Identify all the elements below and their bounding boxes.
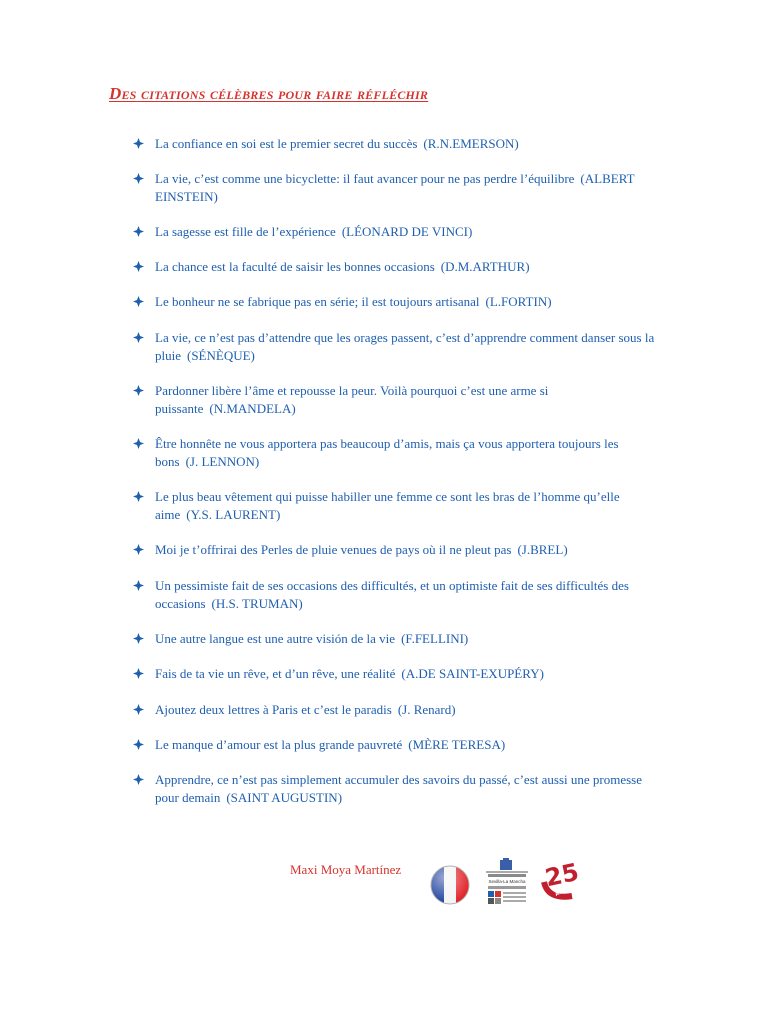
diamond-bullet-icon	[133, 385, 144, 396]
quote-item	[155, 771, 660, 807]
diamond-bullet-icon	[133, 438, 144, 449]
diamond-bullet-icon	[133, 173, 144, 184]
quote-item	[155, 223, 660, 241]
quote-text: Moi je t’offrirai des Perles de pluie venues de pays où il ne pleut pas	[155, 542, 512, 557]
quote-text: Ajoutez deux lettres à Paris et c’est le paradis	[155, 702, 392, 717]
quote-item	[155, 630, 660, 648]
diamond-bullet-icon	[133, 739, 144, 750]
diamond-bullet-icon	[133, 138, 144, 149]
quote-text: Le bonheur ne se fabrique pas en série; il est toujours artisanal	[155, 294, 480, 309]
quote-text: Être honnête ne vous apportera pas beaucoup d’amis, mais ça vous apportera toujours les bons	[155, 436, 619, 469]
author-signature: Maxi Moya Martínez	[290, 862, 402, 877]
quote-item	[155, 293, 660, 311]
quote-author: (J. LENNON)	[185, 454, 260, 469]
quote-author: (J. Renard)	[397, 702, 456, 717]
quote-text: Fais de ta vie un rêve, et d’un rêve, une réalité	[155, 666, 396, 681]
quote-item	[155, 258, 660, 276]
quote-text: La chance est la faculté de saisir les bonnes occasions	[155, 259, 435, 274]
quote-text: Le plus beau vêtement qui puisse habiller une femme ce sont les bras de l’homme qu’elle aime	[155, 489, 620, 522]
diamond-bullet-icon	[133, 296, 144, 307]
school-logo	[482, 858, 532, 913]
diamond-bullet-icon	[133, 668, 144, 679]
quote-author: (D.M.ARTHUR)	[440, 259, 530, 274]
quote-author: (SAINT AUGUSTIN)	[226, 790, 343, 805]
anniversary-logo	[538, 856, 586, 909]
quote-author: (J.BREL)	[517, 542, 568, 557]
quote-author: (SÉNÈQUE)	[187, 348, 255, 363]
page-title: Des citations célèbres pour faire réfléchir	[109, 84, 429, 103]
diamond-bullet-icon	[133, 332, 144, 343]
anniversary-number: 25	[542, 857, 582, 893]
quote-text: La confiance en soi est le premier secret du succès	[155, 136, 418, 151]
quote-text: Apprendre, ce n’est pas simplement accumuler des savoirs du passé, c’est aussi une promesse pour demain	[155, 772, 642, 805]
quote-text: Le manque d’amour est la plus grande pauvreté	[155, 737, 403, 752]
quote-author: (H.S. TRUMAN)	[211, 596, 303, 611]
quote-text: La vie, c’est comme une bicyclette: il faut avancer pour ne pas perdre l’équilibre	[155, 171, 575, 186]
diamond-bullet-icon	[133, 580, 144, 591]
quote-text: Pardonner libère l’âme et repousse la peur. Voilà pourquoi c’est une arme si puissante	[155, 383, 549, 416]
quote-item	[155, 382, 660, 418]
diamond-bullet-icon	[133, 226, 144, 237]
quote-author: (N.MANDELA)	[209, 401, 296, 416]
diamond-bullet-icon	[133, 774, 144, 785]
diamond-bullet-icon	[133, 544, 144, 555]
quote-item	[155, 577, 660, 613]
quote-item	[155, 170, 660, 206]
quote-author: (MÈRE TERESA)	[408, 737, 506, 752]
anniversary-text: ANIVERSARIO	[554, 876, 586, 898]
quote-item	[155, 135, 660, 153]
quote-item	[155, 665, 660, 683]
quote-text: Une autre langue est une autre visión de la vie	[155, 631, 396, 646]
quote-item	[155, 435, 660, 471]
quote-author: (LÉONARD DE VINCI)	[341, 224, 473, 239]
school-logo-text: Sevilla-La Mancha	[488, 879, 526, 884]
diamond-bullet-icon	[133, 633, 144, 644]
quote-author: (R.N.EMERSON)	[423, 136, 519, 151]
quote-text: La vie, ce n’est pas d’attendre que les orages passent, c’est d’apprendre comment danser sous la pluie	[155, 330, 655, 363]
quote-author: (L.FORTIN)	[485, 294, 552, 309]
diamond-bullet-icon	[133, 491, 144, 502]
diamond-bullet-icon	[133, 704, 144, 715]
quote-item	[155, 488, 660, 524]
quote-text: Un pessimiste fait de ses occasions des difficultés, et un optimiste fait de ses difficultés des occasions	[155, 578, 629, 611]
quote-item	[155, 541, 660, 559]
quote-text: La sagesse est fille de l’expérience	[155, 224, 336, 239]
diamond-bullet-icon	[133, 261, 144, 272]
quote-author: (ALBERT EINSTEIN)	[155, 171, 635, 204]
french-flag-icon	[429, 864, 471, 911]
quote-author: (A.DE SAINT-EXUPÉRY)	[401, 666, 544, 681]
quote-item	[155, 701, 660, 719]
quote-item	[155, 329, 660, 365]
quote-author: (F.FELLINI)	[401, 631, 469, 646]
quote-item	[155, 736, 660, 754]
quote-author: (Y.S. LAURENT)	[186, 507, 281, 522]
